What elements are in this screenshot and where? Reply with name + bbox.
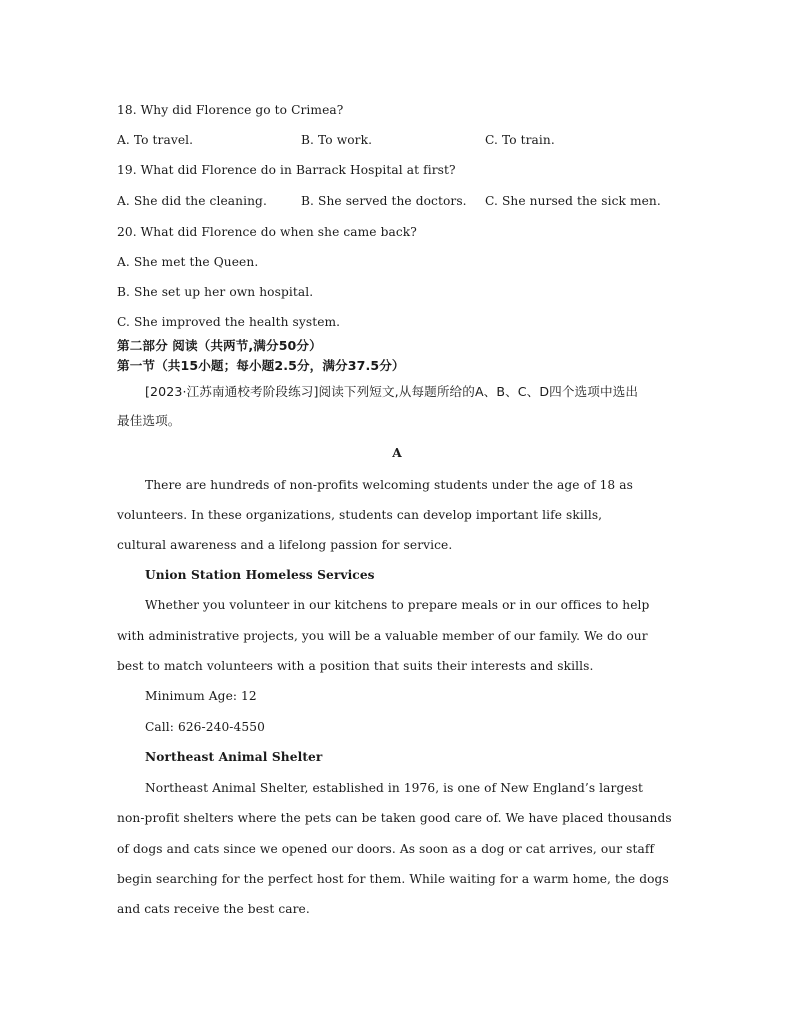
org1-line-1: Whether you volunteer in our kitchens to prepare meals or in our offices to help xyxy=(145,598,650,612)
option-20-a: A. She met the Queen. xyxy=(117,255,259,269)
org1-call: Call: 626-240-4550 xyxy=(145,720,265,734)
question-19-stem: 19. What did Florence do in Barrack Hospital at first? xyxy=(117,163,456,177)
intro-line-1: There are hundreds of non-profits welcoming students under the age of 18 as xyxy=(145,478,633,492)
option-18-c: C. To train. xyxy=(485,133,555,147)
intro-line-3: cultural awareness and a lifelong passion for service. xyxy=(117,538,453,552)
org1-title: Union Station Homeless Services xyxy=(145,568,375,582)
org2-title: Northeast Animal Shelter xyxy=(145,750,323,764)
option-19-a: A. She did the cleaning. xyxy=(117,194,267,208)
org2-line-4: begin searching for the perfect host for them. While waiting for a warm home, the dogs xyxy=(117,872,669,886)
option-18-b: B. To work. xyxy=(301,133,373,147)
intro-line-2: volunteers. In these organizations, students can develop important life skills, xyxy=(117,508,603,522)
option-19-c: C. She nursed the sick men. xyxy=(485,194,661,208)
option-20-b: B. She set up her own hospital. xyxy=(117,285,314,299)
org1-line-2: with administrative projects, you will be a valuable member of our family. We do our xyxy=(117,629,648,643)
option-19-b: B. She served the doctors. xyxy=(301,194,467,208)
org2-line-5: and cats receive the best care. xyxy=(117,902,310,916)
question-18-stem: 18. Why did Florence go to Crimea? xyxy=(117,103,344,117)
org2-line-1: Northeast Animal Shelter, established in 1976, is one of New England’s largest xyxy=(145,781,644,795)
org1-line-3: best to match volunteers with a position that suits their interests and skills. xyxy=(117,659,594,673)
question-20-stem: 20. What did Florence do when she came back? xyxy=(117,225,417,239)
org2-line-3: of dogs and cats since we opened our doors. As soon as a dog or cat arrives, our staff xyxy=(117,842,655,856)
passage-label: A xyxy=(392,446,402,460)
org2-line-2: non-profit shelters where the pets can be taken good care of. We have placed thousands xyxy=(117,811,672,825)
org1-min-age: Minimum Age: 12 xyxy=(145,689,257,703)
part-heading: 第二部分 阅读（共两节,满分50分） xyxy=(117,338,322,353)
subsection-heading: 第一节（共15小题；每小题2.5分，满分37.5分） xyxy=(117,358,405,373)
option-18-a: A. To travel. xyxy=(117,133,194,147)
instruction-line-1: [2023·江苏南通校考阶段练习]阅读下列短文,从每题所给的A、B、C、D四个选项中选出 xyxy=(145,384,639,399)
instruction-line-2: 最佳选项。 xyxy=(117,413,181,428)
option-20-c: C. She improved the health system. xyxy=(117,315,341,329)
